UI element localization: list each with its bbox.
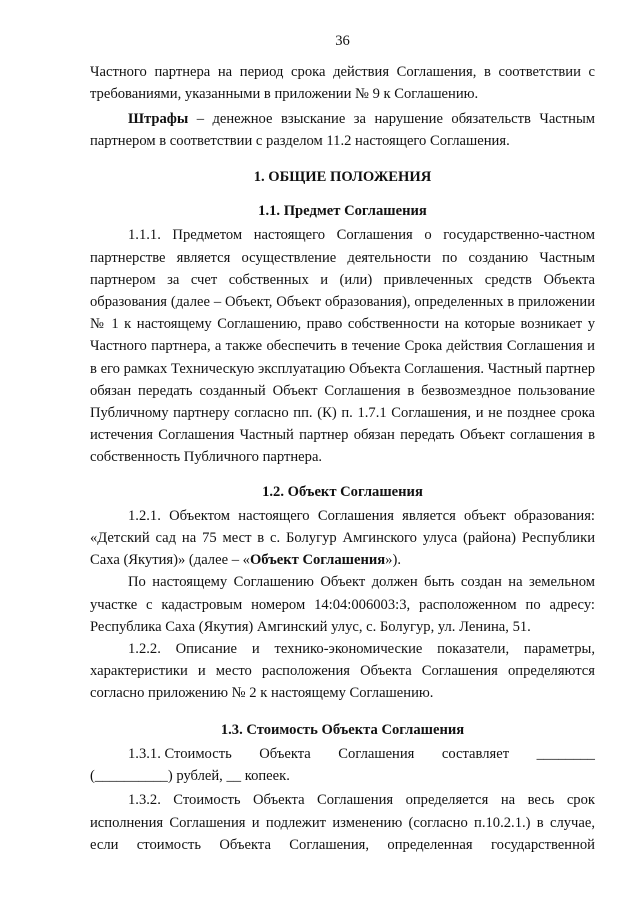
- clause-1-3-1-word: составляет: [441, 745, 510, 762]
- page-number: 36: [335, 33, 350, 49]
- section-1-1-heading: 1.1. Предмет Соглашения: [258, 203, 427, 220]
- clause-1-3-2: 1.3.2. Стоимость Объекта Соглашения определяется на весь срок исполнения Соглашения и подлежит изменению (согласно п.10.2.1.) в случае, если стоимость Объекта Соглашения, определенная государственной: [90, 792, 595, 853]
- intro-paragraph-1: Частного партнера на период срока действия Соглашения, в соответствии с требованиями, указанными в приложении № 9 к Соглашению.: [90, 64, 595, 103]
- section-1-heading: 1. ОБЩИЕ ПОЛОЖЕНИЯ: [253, 169, 432, 186]
- clause-1-3-1-word: 1.3.1. Стоимость: [128, 745, 232, 762]
- penalties-term: Штрафы: [128, 110, 189, 127]
- clause-1-2-1: [90, 505, 595, 572]
- clause-1-3-1-word: Соглашения: [338, 745, 415, 762]
- land-plot-paragraph: По настоящему Соглашению Объект должен быть создан на земельном участке с кадастровым номером 14:04:006003:3, расположенном по адресу: Республика Саха (Якутия) Амгинский улус, с. Болугур, ул. Ленина, 51.: [90, 574, 595, 635]
- penalties-definition: – денежное взыскание за нарушение обязательств Частным партнером в соответствии с разделом 11.2 настоящего Соглашения.: [90, 110, 595, 149]
- intro-paragraph-2: [90, 108, 595, 152]
- clause-1-2-1-text-b: »).: [385, 552, 401, 569]
- clause-1-3-1-word: Объекта: [259, 745, 311, 762]
- clause-1-2-1-text-a: 1.2.1. Объектом настоящего Соглашения является объект образования: «Детский сад на 75 мест в с. Болугур Амгинского улуса (района) Республики Саха (Якутия)» (далее – «: [90, 507, 595, 569]
- clause-1-1-1: 1.1.1. Предметом настоящего Соглашения о государственно-частном партнерстве является осуществление деятельности по созданию Частным партнером за счет собственных и (или) привлеченных средств Объекта образования (далее – Объект, Объект образования), определенных в приложении № 1 к настоящему Соглашению, право собственности на которые возникает у Частного партнера, а также обеспечить в течение Срока действия Соглашения и в его рамках Техническую эксплуатацию Объекта Соглашения. Частный партнер обязан передать созданный Объект Соглашения в безвозмездное пользование Публичному партнеру согласно пп. (К) п. 1.7.1 Соглашения, и не позднее срока истечения Соглашения Частный партнер обязан передать Объект соглашения в собственность Публичного партнера.: [90, 227, 595, 466]
- section-1-3-heading: 1.3. Стоимость Объекта Соглашения: [220, 721, 465, 738]
- object-term: Объект Соглашения: [249, 552, 386, 569]
- price-blank: ________: [536, 745, 595, 762]
- clause-1-3-1-line-2: (__________) рублей, __ копеек.: [90, 768, 290, 785]
- document-page: [90, 30, 595, 856]
- clause-1-3-1-line-1: [90, 743, 595, 765]
- section-1-2-heading: 1.2. Объект Соглашения: [262, 483, 423, 500]
- clause-1-2-2: 1.2.2. Описание и технико-экономические показатели, параметры, характеристики и место расположения Объекта Соглашения определяются согласно приложению № 2 к настоящему Соглашению.: [90, 641, 595, 702]
